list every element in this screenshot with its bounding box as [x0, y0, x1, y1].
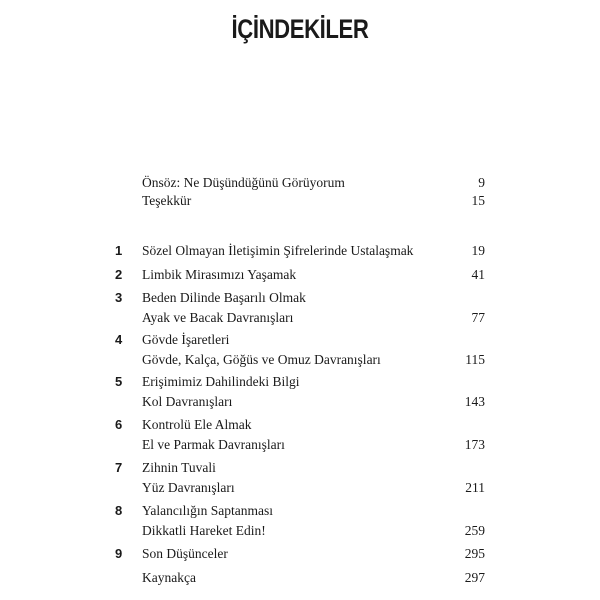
page-title: İÇİNDEKİLER — [231, 14, 369, 44]
toc-chapter-1[interactable] — [0, 243, 600, 259]
chapter-number: 9 — [115, 546, 123, 561]
chapter-title: Beden Dilinde Başarılı Olmak — [142, 290, 306, 305]
chapter-number: 6 — [115, 417, 123, 432]
toc-entry-bibliography[interactable] — [0, 570, 600, 586]
chapter-page: 143 — [464, 394, 485, 409]
chapter-number: 7 — [115, 460, 123, 475]
chapter-subtitle: Gövde, Kalça, Göğüs ve Omuz Davranışları — [142, 352, 381, 367]
chapter-number: 3 — [115, 290, 123, 305]
chapter-subtitle: Ayak ve Bacak Davranışları — [142, 310, 294, 325]
toc-entry-label: Teşekkür — [142, 193, 192, 208]
toc-chapter-6[interactable] — [0, 417, 600, 453]
chapter-title: Zihnin Tuvali — [142, 460, 216, 475]
toc-entry-label: Önsöz: Ne Düşündüğünü Görüyorum — [142, 175, 345, 190]
toc-chapter-4[interactable] — [0, 332, 600, 368]
chapter-title: Sözel Olmayan İletişimin Şifrelerinde Ustalaşmak — [142, 243, 414, 258]
chapter-page: 259 — [464, 523, 485, 538]
chapter-title: Yalancılığın Saptanması — [142, 503, 273, 518]
chapter-subtitle: Yüz Davranışları — [142, 480, 235, 495]
chapter-page: 173 — [464, 437, 485, 452]
toc-entry-acknowledgements[interactable] — [0, 193, 600, 209]
chapter-title: Erişimimiz Dahilindeki Bilgi — [142, 374, 300, 389]
chapter-page: 41 — [471, 267, 485, 282]
toc-chapter-3[interactable] — [0, 290, 600, 326]
chapter-page: 211 — [465, 480, 485, 495]
chapter-title: Gövde İşaretleri — [142, 332, 230, 347]
toc-entry-preface[interactable] — [0, 175, 600, 191]
toc-entry-page: 9 — [478, 175, 485, 190]
chapter-title: Limbik Mirasımızı Yaşamak — [142, 267, 297, 282]
chapter-title: Kontrolü Ele Almak — [142, 417, 252, 432]
chapter-page: 295 — [464, 546, 485, 561]
chapter-subtitle: Dikkatli Hareket Edin! — [142, 523, 266, 538]
chapter-number: 8 — [115, 503, 123, 518]
toc-chapter-5[interactable] — [0, 374, 600, 410]
chapter-page: 115 — [465, 352, 485, 367]
toc-chapter-8[interactable] — [0, 503, 600, 539]
chapter-subtitle: El ve Parmak Davranışları — [142, 437, 285, 452]
toc-chapter-7[interactable] — [0, 460, 600, 496]
chapter-number: 4 — [115, 332, 123, 347]
chapter-subtitle: Kol Davranışları — [142, 394, 233, 409]
chapter-title: Son Düşünceler — [142, 546, 228, 561]
chapter-number: 5 — [115, 374, 123, 389]
toc-entry-label: Kaynakça — [142, 570, 196, 585]
chapter-number: 1 — [115, 243, 123, 258]
toc-entry-page: 15 — [471, 193, 485, 208]
toc-chapter-2[interactable] — [0, 267, 600, 283]
chapter-number: 2 — [115, 267, 123, 282]
chapter-page: 77 — [471, 310, 485, 325]
toc-entry-page: 297 — [464, 570, 485, 585]
toc-chapter-9[interactable] — [0, 546, 600, 562]
chapter-page: 19 — [471, 243, 485, 258]
